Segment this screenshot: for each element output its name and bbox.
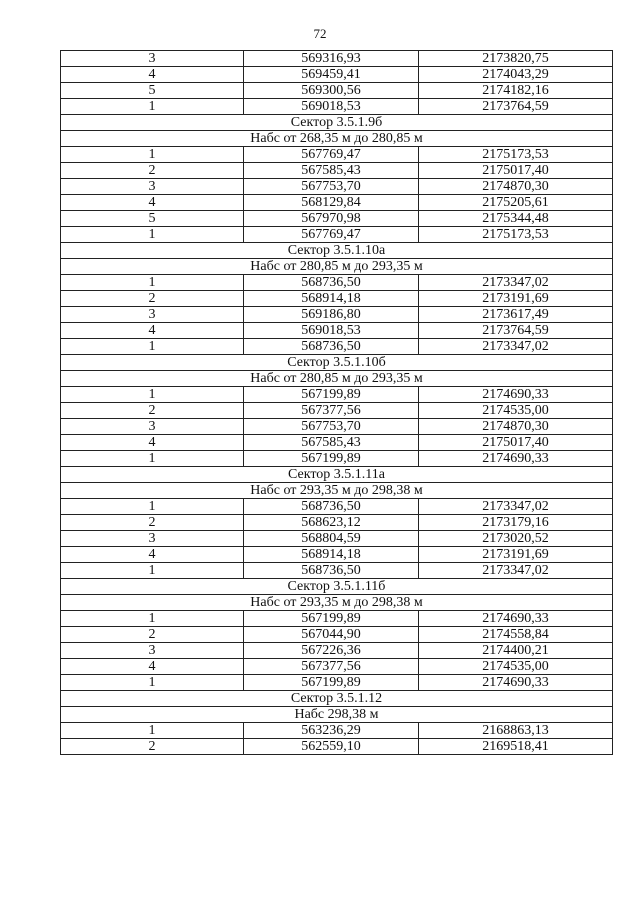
- table-row: [61, 627, 613, 643]
- section-header-cell: Сектор 3.5.1.10б: [61, 355, 613, 371]
- table-row: [61, 611, 613, 627]
- point-number-cell: 1: [61, 723, 244, 739]
- x-coordinate-cell: 567769,47: [244, 147, 419, 163]
- section-header-cell: Сектор 3.5.1.11а: [61, 467, 613, 483]
- y-coordinate-cell: 2173347,02: [419, 563, 613, 579]
- x-coordinate-cell: 569459,41: [244, 67, 419, 83]
- x-coordinate-cell: 568736,50: [244, 499, 419, 515]
- table-row: [61, 163, 613, 179]
- y-coordinate-cell: 2175017,40: [419, 163, 613, 179]
- section-header-row: [61, 371, 613, 387]
- x-coordinate-cell: 567585,43: [244, 435, 419, 451]
- section-header-row: [61, 259, 613, 275]
- table-row: [61, 323, 613, 339]
- section-header-row: [61, 691, 613, 707]
- x-coordinate-cell: 568736,50: [244, 563, 419, 579]
- point-number-cell: 4: [61, 659, 244, 675]
- point-number-cell: 1: [61, 563, 244, 579]
- x-coordinate-cell: 569018,53: [244, 99, 419, 115]
- y-coordinate-cell: 2175173,53: [419, 147, 613, 163]
- point-number-cell: 3: [61, 51, 244, 67]
- section-header-cell: Набс 298,38 м: [61, 707, 613, 723]
- table-row: [61, 739, 613, 755]
- x-coordinate-cell: 563236,29: [244, 723, 419, 739]
- y-coordinate-cell: 2173191,69: [419, 291, 613, 307]
- section-header-cell: Сектор 3.5.1.10а: [61, 243, 613, 259]
- y-coordinate-cell: 2173617,49: [419, 307, 613, 323]
- table-row: [61, 179, 613, 195]
- table-row: [61, 451, 613, 467]
- y-coordinate-cell: 2173347,02: [419, 275, 613, 291]
- point-number-cell: 2: [61, 163, 244, 179]
- table-row: [61, 83, 613, 99]
- table-row: [61, 195, 613, 211]
- table-row: [61, 67, 613, 83]
- page-number: 72: [313, 26, 327, 41]
- y-coordinate-cell: 2174870,30: [419, 179, 613, 195]
- section-header-cell: Набс от 293,35 м до 298,38 м: [61, 483, 613, 499]
- x-coordinate-cell: 568623,12: [244, 515, 419, 531]
- y-coordinate-cell: 2173347,02: [419, 339, 613, 355]
- table-row: [61, 99, 613, 115]
- y-coordinate-cell: 2174043,29: [419, 67, 613, 83]
- table-row: [61, 435, 613, 451]
- x-coordinate-cell: 568914,18: [244, 547, 419, 563]
- x-coordinate-cell: 567199,89: [244, 387, 419, 403]
- x-coordinate-cell: 569186,80: [244, 307, 419, 323]
- x-coordinate-cell: 568736,50: [244, 339, 419, 355]
- x-coordinate-cell: 568736,50: [244, 275, 419, 291]
- y-coordinate-cell: 2173764,59: [419, 99, 613, 115]
- table-row: [61, 291, 613, 307]
- y-coordinate-cell: 2173820,75: [419, 51, 613, 67]
- table-row: [61, 147, 613, 163]
- y-coordinate-cell: 2174690,33: [419, 611, 613, 627]
- table-row: [61, 211, 613, 227]
- point-number-cell: 1: [61, 387, 244, 403]
- table-row: [61, 643, 613, 659]
- x-coordinate-cell: 567585,43: [244, 163, 419, 179]
- section-header-cell: Набс от 293,35 м до 298,38 м: [61, 595, 613, 611]
- x-coordinate-cell: 567199,89: [244, 451, 419, 467]
- coordinates-table: [60, 50, 613, 755]
- point-number-cell: 2: [61, 291, 244, 307]
- x-coordinate-cell: 567199,89: [244, 675, 419, 691]
- y-coordinate-cell: 2173764,59: [419, 323, 613, 339]
- section-header-row: [61, 707, 613, 723]
- point-number-cell: 1: [61, 451, 244, 467]
- point-number-cell: 5: [61, 211, 244, 227]
- y-coordinate-cell: 2174558,84: [419, 627, 613, 643]
- section-header-cell: Набс от 280,85 м до 293,35 м: [61, 371, 613, 387]
- table-row: [61, 499, 613, 515]
- x-coordinate-cell: 567377,56: [244, 403, 419, 419]
- section-header-row: [61, 131, 613, 147]
- x-coordinate-cell: 569300,56: [244, 83, 419, 99]
- coordinates-table-body: [61, 51, 613, 755]
- x-coordinate-cell: 567753,70: [244, 179, 419, 195]
- table-row: [61, 515, 613, 531]
- point-number-cell: 3: [61, 643, 244, 659]
- section-header-row: [61, 467, 613, 483]
- point-number-cell: 1: [61, 275, 244, 291]
- point-number-cell: 2: [61, 627, 244, 643]
- y-coordinate-cell: 2169518,41: [419, 739, 613, 755]
- y-coordinate-cell: 2174400,21: [419, 643, 613, 659]
- table-row: [61, 547, 613, 563]
- x-coordinate-cell: 567199,89: [244, 611, 419, 627]
- point-number-cell: 3: [61, 179, 244, 195]
- y-coordinate-cell: 2174535,00: [419, 659, 613, 675]
- x-coordinate-cell: 568804,59: [244, 531, 419, 547]
- x-coordinate-cell: 569316,93: [244, 51, 419, 67]
- point-number-cell: 5: [61, 83, 244, 99]
- section-header-cell: Сектор 3.5.1.11б: [61, 579, 613, 595]
- section-header-row: [61, 243, 613, 259]
- point-number-cell: 2: [61, 403, 244, 419]
- table-row: [61, 307, 613, 323]
- section-header-cell: Набс от 280,85 м до 293,35 м: [61, 259, 613, 275]
- x-coordinate-cell: 567044,90: [244, 627, 419, 643]
- x-coordinate-cell: 568129,84: [244, 195, 419, 211]
- section-header-cell: Набс от 268,35 м до 280,85 м: [61, 131, 613, 147]
- point-number-cell: 1: [61, 99, 244, 115]
- section-header-row: [61, 579, 613, 595]
- y-coordinate-cell: 2174535,00: [419, 403, 613, 419]
- table-row: [61, 563, 613, 579]
- section-header-cell: Сектор 3.5.1.12: [61, 691, 613, 707]
- point-number-cell: 4: [61, 195, 244, 211]
- y-coordinate-cell: 2174690,33: [419, 675, 613, 691]
- x-coordinate-cell: 562559,10: [244, 739, 419, 755]
- point-number-cell: 3: [61, 307, 244, 323]
- x-coordinate-cell: 567769,47: [244, 227, 419, 243]
- section-header-row: [61, 483, 613, 499]
- point-number-cell: 2: [61, 739, 244, 755]
- y-coordinate-cell: 2175205,61: [419, 195, 613, 211]
- section-header-row: [61, 355, 613, 371]
- point-number-cell: 1: [61, 611, 244, 627]
- x-coordinate-cell: 569018,53: [244, 323, 419, 339]
- table-row: [61, 51, 613, 67]
- y-coordinate-cell: 2173347,02: [419, 499, 613, 515]
- point-number-cell: 1: [61, 499, 244, 515]
- y-coordinate-cell: 2175017,40: [419, 435, 613, 451]
- y-coordinate-cell: 2175344,48: [419, 211, 613, 227]
- table-row: [61, 275, 613, 291]
- point-number-cell: 3: [61, 419, 244, 435]
- x-coordinate-cell: 567753,70: [244, 419, 419, 435]
- x-coordinate-cell: 567226,36: [244, 643, 419, 659]
- table-row: [61, 675, 613, 691]
- point-number-cell: 4: [61, 435, 244, 451]
- point-number-cell: 1: [61, 339, 244, 355]
- point-number-cell: 1: [61, 147, 244, 163]
- point-number-cell: 1: [61, 675, 244, 691]
- x-coordinate-cell: 567970,98: [244, 211, 419, 227]
- point-number-cell: 4: [61, 323, 244, 339]
- point-number-cell: 1: [61, 227, 244, 243]
- point-number-cell: 4: [61, 547, 244, 563]
- y-coordinate-cell: 2175173,53: [419, 227, 613, 243]
- y-coordinate-cell: 2173191,69: [419, 547, 613, 563]
- table-row: [61, 659, 613, 675]
- x-coordinate-cell: 567377,56: [244, 659, 419, 675]
- table-row: [61, 387, 613, 403]
- section-header-row: [61, 595, 613, 611]
- table-row: [61, 227, 613, 243]
- y-coordinate-cell: 2173179,16: [419, 515, 613, 531]
- x-coordinate-cell: 568914,18: [244, 291, 419, 307]
- point-number-cell: 4: [61, 67, 244, 83]
- y-coordinate-cell: 2174870,30: [419, 419, 613, 435]
- y-coordinate-cell: 2174690,33: [419, 451, 613, 467]
- table-row: [61, 531, 613, 547]
- point-number-cell: 2: [61, 515, 244, 531]
- y-coordinate-cell: 2173020,52: [419, 531, 613, 547]
- point-number-cell: 3: [61, 531, 244, 547]
- table-row: [61, 419, 613, 435]
- y-coordinate-cell: 2174182,16: [419, 83, 613, 99]
- table-row: [61, 723, 613, 739]
- y-coordinate-cell: 2174690,33: [419, 387, 613, 403]
- table-row: [61, 339, 613, 355]
- y-coordinate-cell: 2168863,13: [419, 723, 613, 739]
- section-header-row: [61, 115, 613, 131]
- section-header-cell: Сектор 3.5.1.9б: [61, 115, 613, 131]
- table-row: [61, 403, 613, 419]
